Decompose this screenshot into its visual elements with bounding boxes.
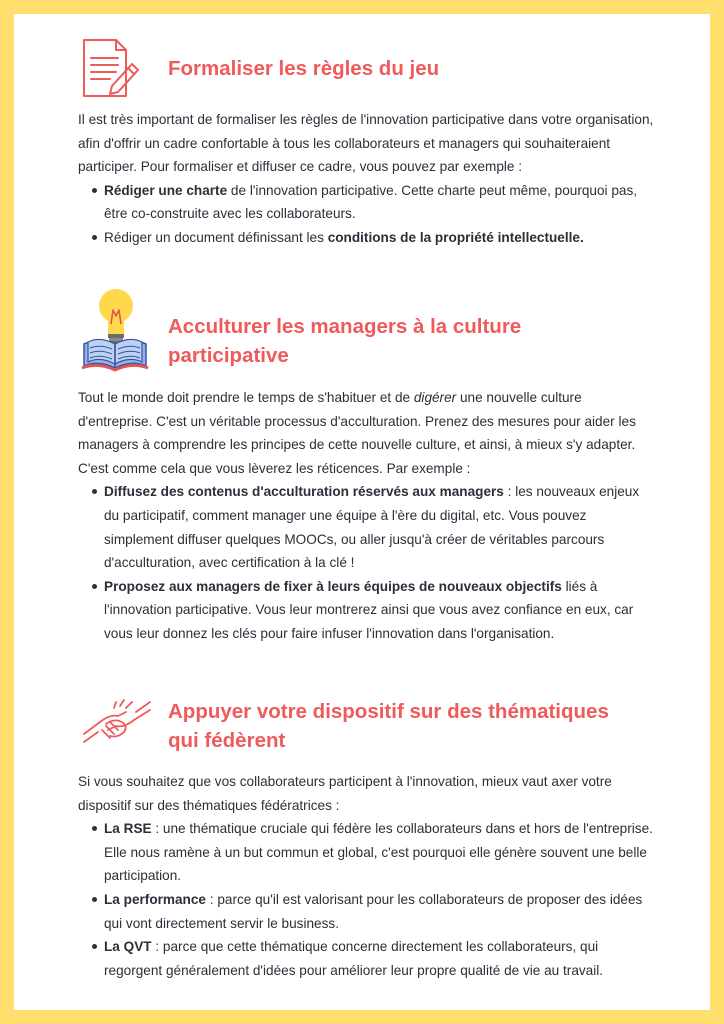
list-item: [78, 226, 656, 250]
section-title: [168, 312, 521, 370]
section-title: [168, 697, 609, 755]
list-item: [78, 935, 656, 982]
intro-paragraph: Il est très important de formaliser les règles de l'innovation participative dans votre organisation, afin d'offrir un cadre confortable à tous les collaborateurs et managers qui souhaiteraient participer. Pour formaliser et diffuser ce cadre, vous pouvez par exemple :: [78, 112, 654, 175]
bullet-list: [78, 179, 656, 250]
document-pen-icon: [80, 36, 142, 100]
title-line: participative: [168, 344, 289, 367]
item-text: : les nouveaux enjeux du participatif, comment manager une équipe à l'ère du digital, etc. Vous pouvez simplement diffuser quelques MOOCs, ou aller jusqu'à créer de véritables parcours d'acculturation, avec certification à la clé !: [104, 484, 640, 571]
bold-text: Rédiger une charte: [104, 182, 228, 198]
section-title: Formaliser les règles du jeu: [168, 57, 440, 80]
page: [14, 14, 710, 1010]
list-item: [78, 817, 656, 888]
item-text: : une thématique cruciale qui fédère les collaborateurs dans et hors de l'entreprise. Elle nous ramène à un but commun et global, c'est pourquoi elle génère souvent une belle participation.: [104, 821, 653, 884]
item-text: Rédiger un document définissant les: [104, 229, 328, 245]
title-line: qui fédèrent: [168, 729, 286, 752]
list-item: [78, 575, 656, 646]
bold-text: Proposez aux managers de fixer à leurs équipes de nouveaux objectifs: [104, 578, 562, 594]
section-body: [78, 108, 656, 250]
list-item: [78, 480, 656, 574]
bullet-list: [78, 480, 656, 645]
bold-text: Diffusez des contenus d'acculturation réservés aux managers: [104, 484, 504, 500]
title-line: Acculturer les managers à la culture: [168, 315, 522, 338]
item-text: : parce que cette thématique concerne directement les collaborateurs, qui regorgent généralement d'idées pour améliorer leur propre qualité de vie au travail.: [104, 939, 604, 978]
item-text: liés à l'innovation participative. Vous leur montrerez ainsi que vous avez confiance en eux, car vous leur donnez les clés pour faire infuser l'innovation dans l'organisation.: [104, 578, 634, 641]
emphasis-text: digérer: [413, 390, 457, 405]
bullet-list: [78, 817, 656, 982]
item-text: : parce qu'il est valorisant pour les collaborateurs de proposer des idées qui vont directement servir le business.: [104, 891, 643, 931]
lightbulb-book-icon: [80, 286, 150, 372]
section-body: [78, 386, 656, 646]
intro-paragraph: [78, 386, 656, 480]
bold-text: La performance: [104, 891, 206, 907]
bold-text: La QVT: [104, 939, 152, 955]
section-body: [78, 770, 656, 982]
bold-text: La RSE: [104, 821, 152, 837]
title-line: Appuyer votre dispositif sur des thématiques: [168, 700, 609, 723]
intro-text: une nouvelle culture d'entreprise. C'est un véritable processus d'acculturation. Prenez des mesures pour aider les managers à comprendre les principes de cette nouvelle culture, et ainsi, à mieux s'y adapter. C'est comme cela que vous lèverez les réticences. Par exemple :: [78, 390, 636, 476]
list-item: [78, 888, 656, 935]
list-item: [78, 179, 656, 226]
intro-text: Tout le monde doit prendre le temps de s'habituer et de: [78, 390, 414, 405]
item-text: de l'innovation participative. Cette charte peut même, pourquoi pas, être co-construite avec les collaborateurs.: [104, 182, 638, 222]
handshake-icon: [80, 694, 154, 750]
intro-paragraph: Si vous souhaitez que vos collaborateurs participent à l'innovation, mieux vaut axer votre dispositif sur des thématiques fédératrices :: [78, 774, 612, 813]
bold-text: conditions de la propriété intellectuelle.: [327, 229, 584, 245]
